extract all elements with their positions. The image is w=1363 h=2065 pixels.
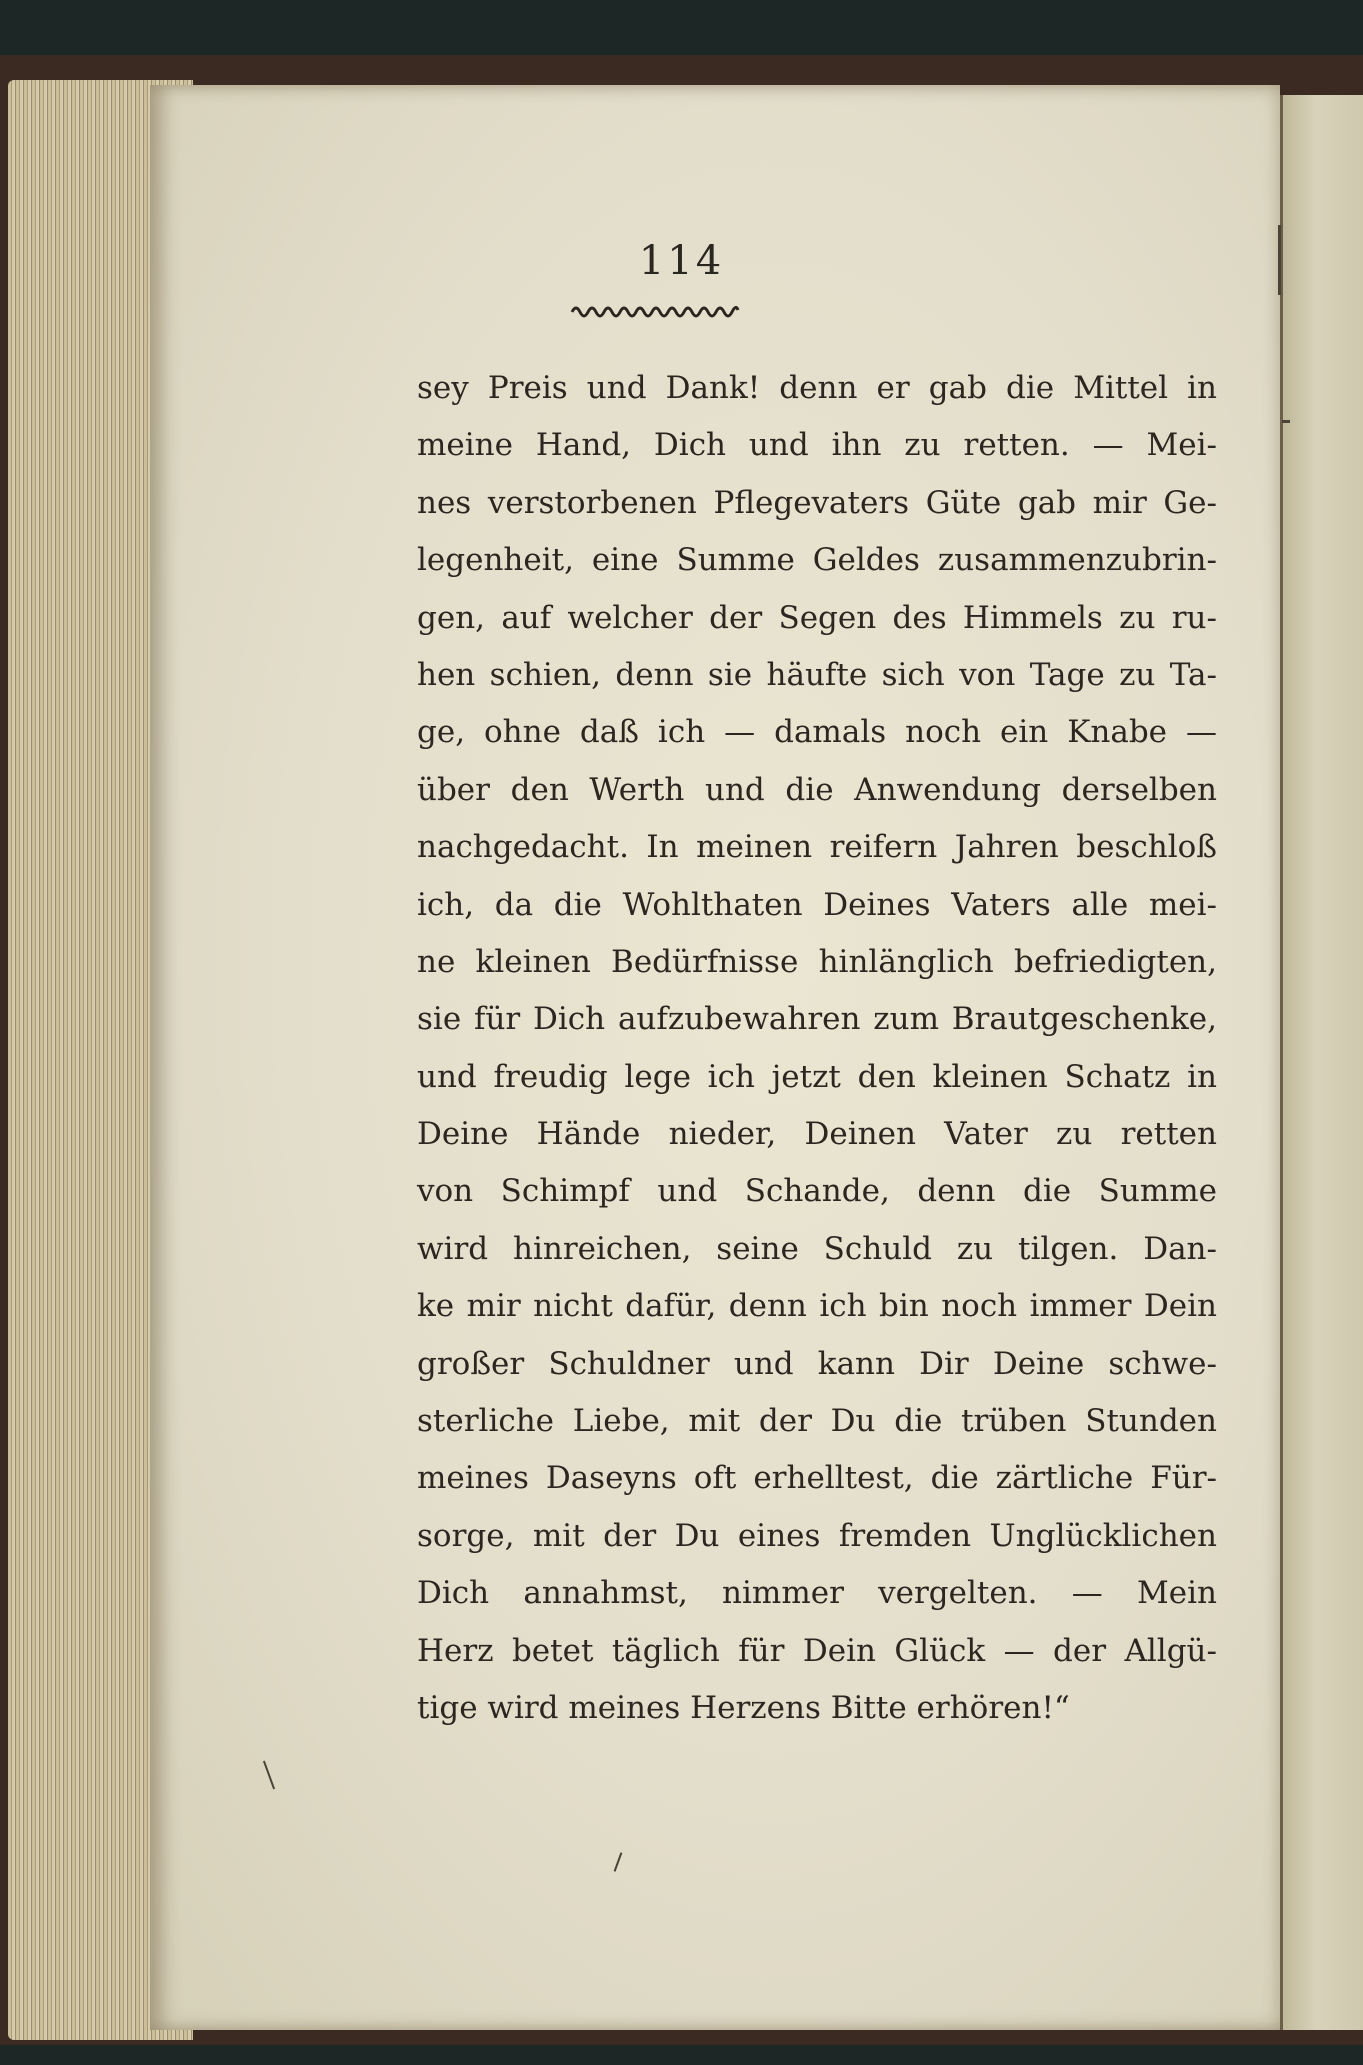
text-line: großer Schuldner und kann Dir Deine schwe- (417, 1345, 1217, 1382)
text-line: tige wird meines Herzens Bitte erhören!“ (417, 1689, 1070, 1726)
text-line: nes verstorbenen Pflegevaters Güte gab mir Ge- (417, 484, 1217, 521)
text-line: meine Hand, Dich und ihn zu retten. — Mei- (417, 427, 1217, 464)
body-text (417, 360, 1217, 1737)
text-line: von Schimpf und Schande, denn die Summe (417, 1173, 1217, 1210)
page-number: 114 (638, 238, 725, 284)
text-line: ke mir nicht dafür, denn ich bin noch immer Dein (417, 1288, 1217, 1325)
binding-mark (1278, 225, 1281, 295)
text-line: sorge, mit der Du eines fremden Unglücklichen (417, 1517, 1217, 1554)
text-line: sey Preis und Dank! denn er gab die Mittel in (417, 370, 1217, 406)
text-line: legenheit, eine Summe Geldes zusammenzubrin- (417, 542, 1217, 579)
text-line: sterliche Liebe, mit der Du die trüben Stunden (417, 1403, 1217, 1440)
text-line: nachgedacht. In meinen reifern Jahren beschloß (417, 829, 1217, 866)
text-line: ge, ohne daß ich — damals noch ein Knabe — (417, 714, 1217, 751)
text-line: Herz betet täglich für Dein Glück — der Allgü- (417, 1632, 1217, 1669)
decorative-rule-ornament (570, 300, 740, 320)
text-line: meines Daseyns oft erhelltest, die zärtliche Für- (417, 1460, 1217, 1497)
text-line: über den Werth und die Anwendung derselben (417, 771, 1217, 808)
text-line: und freudig lege ich jetzt den kleinen Schatz in (417, 1058, 1217, 1095)
text-line: ne kleinen Bedürfnisse hinlänglich befriedigten, (417, 943, 1217, 980)
text-line: Dich annahmst, nimmer vergelten. — Mein (417, 1575, 1217, 1612)
text-line: hen schien, denn sie häufte sich von Tage zu Ta- (417, 656, 1217, 693)
facing-page-edge (1280, 95, 1363, 2030)
text-line: ich, da die Wohlthaten Deines Vaters alle mei- (417, 886, 1217, 923)
text-line: gen, auf welcher der Segen des Himmels zu ru- (417, 599, 1217, 636)
binding-mark (1282, 420, 1290, 423)
text-line: wird hinreichen, seine Schuld zu tilgen. Dan- (417, 1230, 1217, 1267)
text-line: Deine Hände nieder, Deinen Vater zu retten (417, 1116, 1217, 1153)
text-line: sie für Dich aufzubewahren zum Brautgeschenke, (417, 1001, 1217, 1038)
